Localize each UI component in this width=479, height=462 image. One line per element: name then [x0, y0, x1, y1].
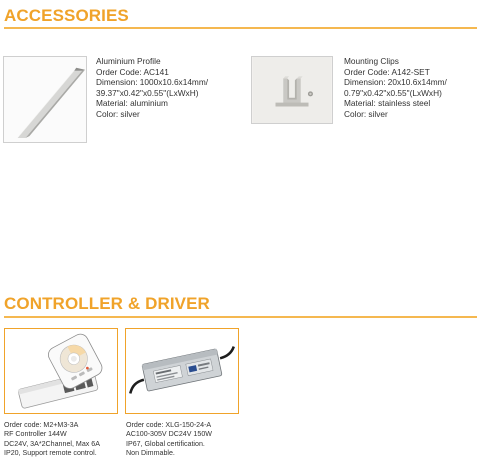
section-title-controller-driver: CONTROLLER & DRIVER [4, 294, 210, 313]
spec-line: Material: aluminium [96, 98, 168, 109]
spec-line: DC24V, 3A*2Channel, Max 6A [4, 439, 100, 448]
aluminium-profile-specs [96, 56, 208, 120]
spec-line: RF Controller 144W [4, 430, 67, 439]
spec-line: AC100-305V DC24V 150W [126, 430, 212, 439]
spec-line: 39.37"x0.42"x0.55"(LxWxH) [96, 87, 199, 98]
spec-line: Order code: M2+M3-3A [4, 421, 79, 429]
spec-line: Color: silver [96, 108, 140, 119]
section-divider [4, 27, 477, 29]
spec-line: Mounting Clips [344, 56, 399, 66]
spec-line: 0.79"x0.42"x0.55"(LxWxH) [344, 87, 442, 98]
spec-line: Color: silver [344, 108, 388, 119]
spec-line: Material: stainless steel [344, 98, 431, 109]
spec-line: IP20, Support remote control. [4, 449, 97, 458]
spec-line: Dimension: 1000x10.6x14mm/ [96, 77, 209, 88]
spec-line: IP67, Global certification. [126, 439, 205, 448]
mounting-clips-specs [344, 56, 447, 120]
spec-line: Non Dimmable. [126, 449, 175, 458]
spec-line: Aluminium Profile [96, 56, 161, 66]
rf-controller-image [4, 328, 118, 414]
led-driver-image [125, 328, 239, 414]
aluminium-profile-image [3, 56, 87, 143]
mounting-clips-image [251, 56, 333, 124]
section-title-accessories: ACCESSORIES [4, 6, 129, 25]
spec-line: Order code: XLG-150-24-A [126, 421, 212, 429]
rf-controller-specs [4, 421, 100, 459]
spec-line: Dimension: 20x10.6x14mm/ [344, 77, 447, 88]
spec-line: Order Code: AC141 [96, 66, 169, 77]
spec-line: Order Code: A142-SET [344, 66, 430, 77]
section-divider [4, 316, 477, 318]
led-driver-specs [126, 421, 212, 459]
